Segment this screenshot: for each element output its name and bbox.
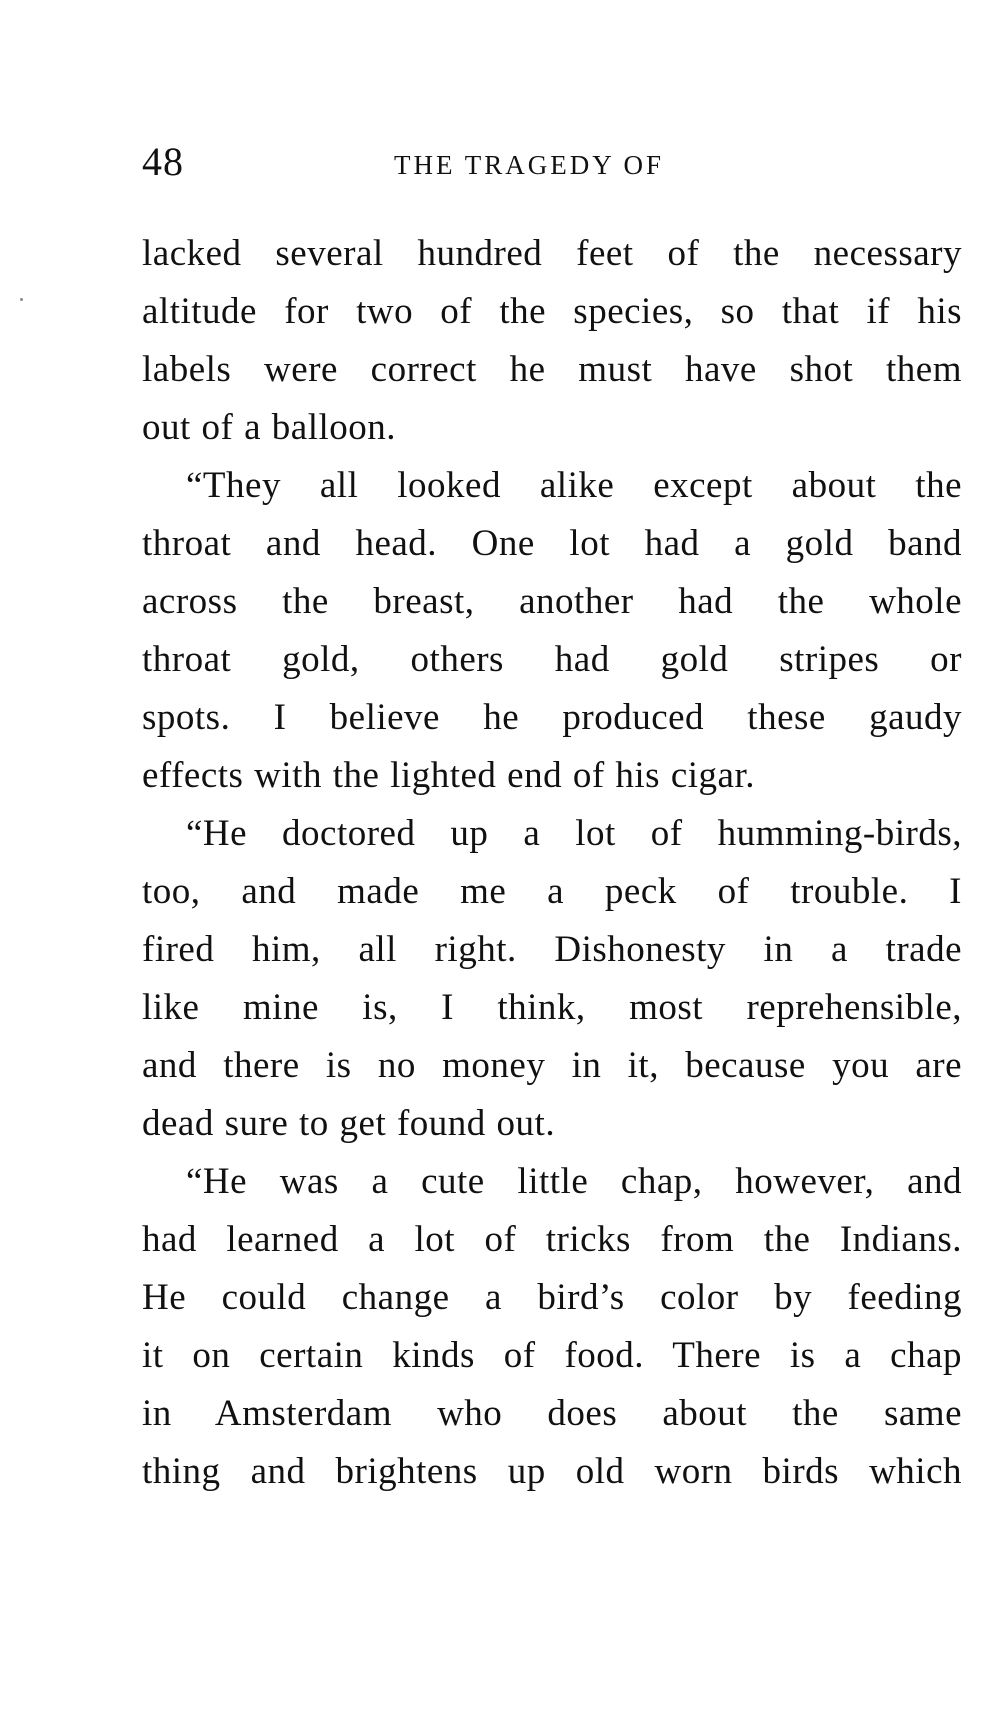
running-head: THE TRAGEDY OF [394,150,664,180]
text-line: He could change a bird’s color by feeding [142,1277,962,1318]
text-line: out of a balloon. [142,407,397,448]
text-line: thing and brightens up old worn birds which [142,1451,962,1492]
text-line: in Amsterdam who does about the same [142,1393,962,1434]
scan-speck [20,298,23,301]
paragraph-1 [142,225,962,457]
text-line: spots. I believe he produced these gaudy [142,697,962,738]
body-text [142,225,962,1501]
text-line: across the breast, another had the whole [142,581,962,622]
text-line: altitude for two of the species, so that if his [142,291,962,332]
page-header [142,139,962,202]
text-line: throat and head. One lot had a gold band [142,523,962,564]
text-line: fired him, all right. Dishonesty in a trade [142,929,962,970]
paragraph-3 [142,805,962,1153]
text-line: effects with the lighted end of his cigar. [142,755,755,796]
text-line: it on certain kinds of food. There is a chap [142,1335,962,1376]
text-line: and there is no money in it, because you are [142,1045,962,1086]
text-line: had learned a lot of tricks from the Indians. [142,1219,962,1260]
text-line: dead sure to get found out. [142,1103,556,1144]
text-line: “He doctored up a lot of humming-birds, [186,813,962,854]
text-line: too, and made me a peck of trouble. I [142,871,962,912]
text-line: “He was a cute little chap, however, and [186,1161,962,1202]
page-number: 48 [142,139,184,184]
paragraph-2 [142,457,962,805]
text-line: throat gold, others had gold stripes or [142,639,962,680]
text-line: labels were correct he must have shot them [142,349,962,390]
text-line: like mine is, I think, most reprehensible, [142,987,962,1028]
text-line: lacked several hundred feet of the necessary [142,233,962,274]
paragraph-4 [142,1153,962,1501]
text-line: “They all looked alike except about the [186,465,962,506]
